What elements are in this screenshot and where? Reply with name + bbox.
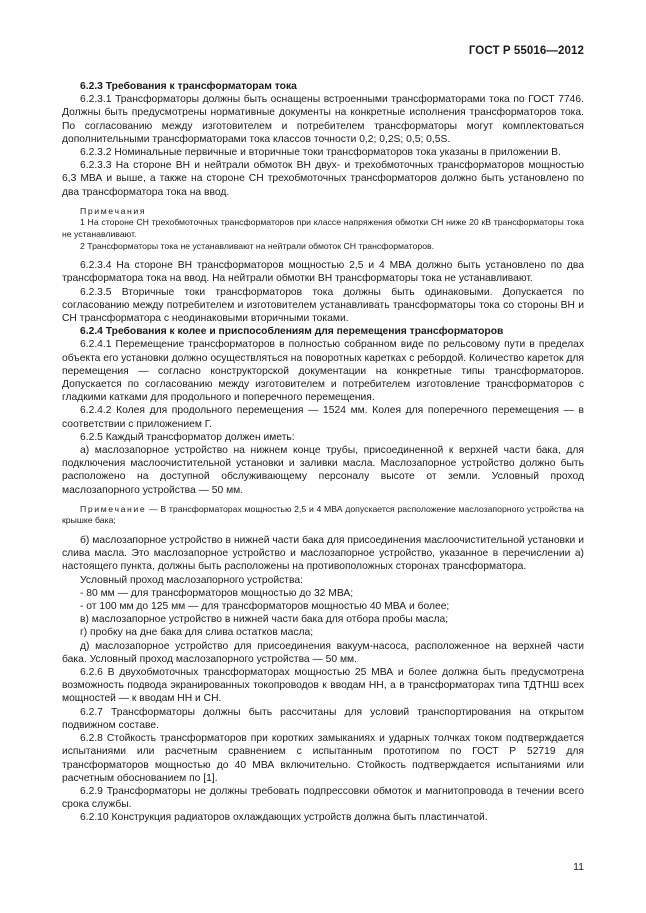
document-body [62,80,584,825]
page-number: 11 [573,861,584,873]
item-6-2-5-b-passage-label: Условный проход маслозапорного устройства: [80,574,303,586]
paragraph-6-2-3-1: 6.2.3.1 Трансформаторы должны быть оснащены встроенными трансформаторами тока по ГОСТ 7746. Должны быть предусмотрены нормативные документы на конкретные исполнения трансформаторов тока. По согласованию между изготовителем и потребителем трансформаторы могут комплектоваться дополнительными трансформаторами тока классов точности 0,2; 0,2S; 0,5; 0,5S. [62,94,584,145]
paragraph-6-2-4-1: 6.2.4.1 Перемещение трансформаторов в полностью собранном виде по рельсовому пути в пределах объекта его установки должно осуществляться на поворотных каретках с ребордой. Количество кареток для перемещения — согласно конструкторской документации на конкретные типы трансформаторов. Допускается по согласованию между изготовителем и потребителем изготовление трансформаторов с гладкими катками для продольного и поперечного перемещения. [62,339,584,404]
item-6-2-5-d: д) маслозапорное устройство для присоединения вакуум-насоса, расположенное на верхней части бака. Условный проход маслозапорного устройства — 50 мм. [62,640,584,665]
item-6-2-5-a: а) маслозапорное устройство на нижнем конце трубы, присоединенной к верхней части бака, для подключения маслоочистительной установки и заливки масла. Маслозапорное устройство должно быть расположено на доступной обслуживающему персоналу высоте от земли. Условный проход маслозапорного устройства — 50 мм. [62,445,584,496]
item-6-2-5-v: в) маслозапорное устройство в нижней части бака для отбора пробы масла; [80,614,449,626]
section-6-2-3-heading: 6.2.3 Требования к трансформаторам тока [80,81,297,92]
item-6-2-5-b-dash-1: - 80 мм — для трансформаторов мощностью до 32 МВА; [80,587,354,599]
paragraph-6-2-4-2: 6.2.4.2 Колея для продольного перемещения — 1524 мм. Колея для поперечного перемещения — в соответствии с приложением Г. [62,405,584,430]
item-6-2-5-b-dash-2: - от 100 мм до 125 мм — для трансформаторов мощностью 40 МВА и более; [80,601,450,613]
paragraph-6-2-3-2: 6.2.3.2 Номинальные первичные и вторичные токи трансформаторов тока указаны в приложении В. [80,147,561,159]
paragraph-6-2-9: 6.2.9 Трансформаторы не должны требовать подпрессовки обмоток и магнитопровода в течении всего срока службы. [62,785,584,811]
item-6-2-5-b: б) маслозапорное устройство в нижней части бака для присоединения маслоочистительной установки и слива масла. Это маслозапорное устройство и маслозапорное устройство, указанное в перечислении а) настоящего пункта, должны быть расположены на противоположных сторонах трансформатора. [62,535,584,573]
paragraph-6-2-5: 6.2.5 Каждый трансформатор должен иметь: [80,431,295,443]
paragraph-6-2-3-4: 6.2.3.4 На стороне ВН трансформаторов мощностью 2,5 и 4 МВА должно быть установлено по два трансформатора тока на ввод. На нейтрали обмотки ВН трансформаторы тока не устанавливают. [62,260,584,285]
paragraph-6-2-3-3: 6.2.3.3 На стороне ВН и нейтрали обмоток ВН двух- и трехобмоточных трансформаторов мощностью 6,3 МВА и выше, а также на стороне СН трехобмоточных трансформаторов должно быть установлено по два трансформатора тока на ввод. [62,160,584,198]
notes-label: Примечания [80,205,147,216]
paragraph-6-2-3-5: 6.2.3.5 Вторичные токи трансформаторов тока должны быть одинаковыми. Допускается по согласованию между потребителем и изготовителем устанавливать трансформаторы тока со стороны ВН и СН трансформатора с неодинаковыми вторичными токами. [62,286,584,325]
item-6-2-5-g: г) пробку на дне бака для слива остатков масла; [80,627,314,639]
note-3-label: Примечание [80,503,147,514]
section-6-2-4-heading: 6.2.4 Требования к колее и приспособлениям для перемещения трансформаторов [80,326,504,338]
paragraph-6-2-8: 6.2.8 Стойкость трансформаторов при коротких замыканиях и ударных толчках током подтверждается испытаниями или расчетным сравнением с испытанным прототипом по ГОСТ Р 52719 для трансформаторов мощностью до 40 МВА включительно. Стойкость подтверждается испытаниями или расчетным обоснованием по [1]. [62,733,584,784]
note-2: 2 Трансформаторы тока не устанавливают на нейтрали обмоток СН трансформаторов. [80,240,435,251]
paragraph-6-2-6: 6.2.6 В двухобмоточных трансформаторах мощностью 25 МВА и более должна быть предусмотрена возможность подвода экранированных токопроводов к вводам НН, а в трансформаторах типа ТДТНШ всех мощностей — к вводам НН и СН. [62,667,584,705]
paragraph-6-2-10: 6.2.10 Конструкция радиаторов охлаждающих устройств должна быть пластинчатой. [80,812,488,824]
note-1: 1 На стороне СН трехобмоточных трансформаторов при классе напряжения обмотки СН ниже 20 кВ трансформаторы тока не устанавливают. [62,217,584,240]
note-3 [62,504,584,527]
document-header-id: ГОСТ Р 55016—2012 [468,45,584,57]
note-3-text: — В трансформаторах мощностью 2,5 и 4 МВА допускается расположение маслозапорного устройства на крышке бака; [62,503,584,526]
paragraph-6-2-7: 6.2.7 Трансформаторы должны быть рассчитаны для условий транспортирования на открытом подвижном составе. [62,706,584,731]
